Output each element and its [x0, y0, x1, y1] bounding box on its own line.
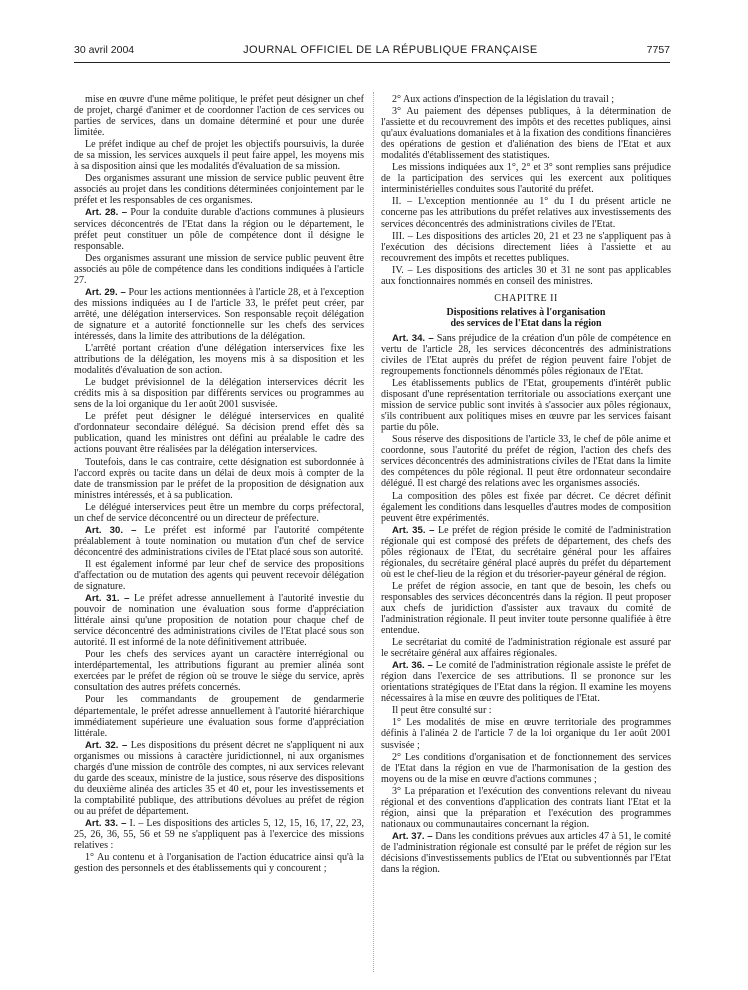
article-number: Art. 32. – [85, 739, 128, 751]
paragraph-text: 1° Les modalités de mise en œuvre territoriale des programmes définis à l'alinéa 2 de l'article 7 de la loi organique du 1er août 2001 susvisée ; [381, 717, 671, 751]
paragraph-text: L'arrêté portant création d'une délégation interservices fixe les attributions de la délégation, les moyens mis à sa disposition et les modalités d'évaluation de son action. [74, 343, 364, 377]
chapter-title-line1: Dispositions relatives à l'organisation [446, 306, 606, 318]
paragraph-text: Sous réserve des dispositions de l'article 33, le chef de pôle anime et coordonne, sous l'autorité du préfet de région, l'action des chefs des services déconcentrés des administrations civiles de l'Etat dans la limite des compétences du pôle régional. Il peut être ordonnateur secondaire délégué. Il est chargé des relations avec les organismes associés. [381, 434, 671, 490]
header-rule [74, 62, 670, 63]
right-column [381, 94, 671, 876]
paragraph [381, 265, 671, 287]
paragraph-text: 2° Les conditions d'organisation et de fonctionnement des services de l'Etat dans la région en vue de l'harmonisation de la gestion des moyens ou de la mise en œuvre d'actions communes ; [381, 751, 671, 785]
paragraph [74, 502, 364, 524]
article-paragraph [74, 818, 364, 851]
chapter-title-line2: des services de l'Etat dans la région [450, 318, 602, 330]
paragraph-text: Il peut être consulté sur : [392, 705, 492, 717]
paragraph [381, 637, 671, 659]
paragraph-text: Des organismes assurant une mission de service public peuvent être associés au projet dans les conditions déterminées conjointement par le préfet et les responsables de ces organismes. [74, 173, 364, 207]
article-number: Art. 29. – [85, 286, 126, 298]
right-column-top [381, 94, 671, 287]
header-date: 30 avril 2004 [74, 44, 135, 56]
paragraph-text: Pour les chefs des services ayant un caractère interrégional ou interdépartemental, les attributions figurant au premier alinéa sont exercées par le préfet de région où se trouve le siège du service, après consultation des autres préfets concernés. [74, 649, 364, 694]
paragraph-text: Le préfet de région associe, en tant que de besoin, les chefs ou responsables des services déconcentrés dans la région. Il peut proposer aux chefs de juridiction d'assister aux travaux du comité de l'administration régionale. Il peut inviter toute personne qualifiée à être entendue. [381, 580, 671, 637]
paragraph-text: IV. – Les dispositions des articles 30 et 31 ne sont pas applicables aux fonctionnaires nommés en conseil des ministres. [381, 264, 671, 287]
page-header [74, 44, 670, 60]
paragraph [381, 491, 671, 524]
journal-title: JOURNAL OFFICIEL DE LA RÉPUBLIQUE FRANÇAISE [243, 44, 538, 56]
paragraph [74, 559, 364, 592]
paragraph [381, 106, 671, 161]
paragraph-text: 2° Aux actions d'inspection de la législation du travail ; [392, 94, 615, 105]
paragraph-text: Pour les actions mentionnées à l'article 28, et à l'exception des missions indiquées au I de l'article 33, le préfet peut créer, par arrêté, une délégation interservices. Son responsable reçoit délégation de signature et a autorité fonctionnelle sur les chefs des services intéressés, dans la limite des attributions de la délégation. [74, 286, 364, 342]
paragraph-text: mise en œuvre d'une même politique, le préfet peut désigner un chef de projet, chargé d'animer et de coordonner l'action de ces services ou parties de services, dans un domaine déterminé et pour une durée limitée. [74, 94, 364, 139]
paragraph [74, 253, 364, 286]
paragraph [74, 457, 364, 501]
paragraph [74, 173, 364, 206]
paragraph [381, 717, 671, 750]
paragraph-text: Des organismes assurant une mission de service public peuvent être associés au pôle de compétence dans les conditions indiquées à l'article 27. [74, 252, 364, 286]
paragraph [74, 649, 364, 693]
paragraph [381, 378, 671, 433]
paragraph [381, 581, 671, 636]
article-number: Art. 33. – [85, 818, 127, 829]
paragraph [74, 343, 364, 376]
paragraph [74, 694, 364, 738]
paragraph [381, 94, 671, 105]
paragraph-text: Le préfet est informé par l'autorité compétente préalablement à toute nomination ou mutation d'un chef de service déconcentré des administrations civiles de l'Etat placé sous son autorité. [74, 524, 365, 558]
paragraph [381, 786, 671, 830]
paragraph [74, 411, 364, 455]
paragraph [74, 377, 364, 410]
paragraph-text: Le budget prévisionnel de la délégation interservices décrit les crédits mis à sa disposition par différents services ou programmes au sens de la loi organique du 1er août 2001 susvisée. [74, 377, 364, 411]
paragraph-text: Le préfet indique au chef de projet les objectifs poursuivis, la durée de sa mission, les services auxquels il peut faire appel, les moyens mis à sa disposition ainsi que les modalités d'évaluation de sa mission. [74, 139, 364, 173]
paragraph [74, 852, 364, 874]
article-paragraph [381, 660, 671, 704]
paragraph-text: Le préfet adresse annuellement à l'autorité investie du pouvoir de nomination une évaluation sous forme d'appréciation littérale ainsi qu'une proposition de notation pour chaque chef de service déconcentré des administrations civiles de l'Etat placé sous son autorité. Il est informé de la note définitivement attribuée. [74, 593, 364, 649]
paragraph-text: II. – L'exception mentionnée au 1° du I du présent article ne concerne pas les attributions du préfet relatives aux investissements des services déconcentrés des administrations civiles de l'Etat. [381, 196, 671, 230]
article-number: Art. 34. – [392, 332, 434, 344]
article-number: Art. 31. – [85, 593, 130, 605]
paragraph-text: La composition des pôles est fixée par décret. Ce décret définit également les conditions dans lesquelles d'autres modes de composition peuvent être expérimentés. [381, 490, 671, 524]
article-number: Art. 28. – [85, 207, 128, 219]
paragraph [381, 752, 671, 785]
paragraph-text: Les missions indiquées aux 1°, 2° et 3° sont remplies sans préjudice de la participation des services qui les exercent aux politiques interministérielles conduites sous l'autorité du préfet. [381, 162, 671, 196]
paragraph-text: Les établissements publics de l'Etat, groupements d'intérêt public disposant d'une représentation territoriale ou associations exerçant une mission de service public sont invités à s'associer aux pôles régionaux, s'ils contribuent aux politiques mises en œuvre par les services faisant partie du pôle. [381, 378, 671, 434]
article-paragraph [381, 525, 671, 580]
article-paragraph [381, 831, 671, 875]
article-paragraph [74, 525, 364, 558]
paragraph [381, 231, 671, 264]
paragraph-text: Les dispositions du présent décret ne s'appliquent ni aux organismes ou missions à caractère juridictionnel, ni aux organismes chargés d'une mission de contrôle des comptes, ni aux services relevant du garde des sceaux, ministre de la justice, sous réserve des dispositions du deuxième alinéa des articles 35 et 40 et, pour les investissements et la comptabilité publique, des attributions dévolues au préfet de région ou au préfet de département. [74, 739, 364, 817]
paragraph-text: 3° La préparation et l'exécution des conventions relevant du niveau régional et des conventions d'application des contrats liant l'Etat et la région, ainsi que la préparation et l'exécution des programmes nationaux ou communautaires concernant la région. [381, 785, 671, 830]
paragraph-text: Dans les conditions prévues aux articles 47 à 51, le comité de l'administration régionale est consulté par le préfet de région sur les décisions d'investissements publics de l'Etat ou subventionnés par l'Etat dans la région. [381, 830, 671, 876]
page-number: 7757 [646, 44, 670, 56]
paragraph-text: Sans préjudice de la création d'un pôle de compétence en vertu de l'article 28, les services déconcentrés des administrations civiles de l'Etat auprès du préfet de région peuvent faire l'objet de regroupements fonctionnels dénommés pôles régionaux de l'Etat. [381, 332, 671, 377]
column-separator [373, 92, 374, 972]
chapter-label: CHAPITRE II [494, 292, 558, 304]
paragraph [381, 162, 671, 195]
article-number: Art. 30. – [85, 524, 137, 536]
left-column [74, 94, 364, 875]
article-paragraph [381, 333, 671, 377]
paragraph-text: Il est également informé par leur chef de service des propositions d'affectation ou de mutation des agents qui peuvent recevoir délégation de signature. [74, 558, 364, 593]
paragraph [381, 705, 671, 716]
article-number: Art. 36. – [392, 660, 433, 672]
article-number: Art. 35. – [392, 524, 435, 536]
article-paragraph [74, 287, 364, 342]
paragraph [381, 196, 671, 229]
article-paragraph [74, 207, 364, 251]
paragraph-text: III. – Les dispositions des articles 20, 21 et 23 ne s'appliquent pas à l'exécution des décisions directement liées à l'assiette et au recouvrement des impôts et recettes publiques. [381, 230, 671, 264]
chapter-title [381, 307, 671, 330]
paragraph-text: 3° Au paiement des dépenses publiques, à la détermination de l'assiette et du recouvrement des impôts et des recettes publiques, ainsi qu'aux évaluations domaniales et à la fixation des conditions financières des opérations de gestion et d'aliénation des biens de l'Etat et aux modalités d'établissement des statistiques. [381, 106, 672, 162]
paragraph-text: Le préfet de région préside le comité de l'administration régionale qui est composé des préfets de département, des chefs des pôles régionaux de l'Etat, du secrétaire général pour les affaires régionales, du secrétaire général placé auprès du préfet du département où est le chef-lieu de la région et du trésorier-payeur général de région. [381, 524, 672, 580]
paragraph-text: Toutefois, dans le cas contraire, cette désignation est subordonnée à l'accord exprès ou tacite dans un délai de deux mois à compter de la date de transmission par le préfet de la proposition de désignation aux ministres intéressés, et à sa publication. [74, 456, 364, 501]
paragraph [381, 434, 671, 489]
paragraph [74, 139, 364, 172]
paragraph-text: Pour la conduite durable d'actions communes à plusieurs services déconcentrés de l'Etat dans la région ou le département, le préfet peut constituer un pôle de compétence dont il désigne le responsable. [74, 207, 365, 252]
paragraph-text: Le comité de l'administration régionale assiste le préfet de région dans l'exercice de ses attributions. Il se prononce sur les orientations stratégiques de l'Etat dans la région. Il examine les moyens nécessaires à la mise en œuvre des politiques de l'Etat. [381, 660, 672, 705]
right-column-bottom [381, 333, 671, 875]
paragraph-text: Le délégué interservices peut être un membre du corps préfectoral, un chef de service déconcentré ou un directeur de préfecture. [74, 501, 364, 524]
paragraph [74, 94, 364, 138]
paragraph-text: Le secrétariat du comité de l'administration régionale est assuré par le secrétaire général aux affaires régionales. [381, 637, 671, 660]
paragraph-text: I. – Les dispositions des articles 5, 12, 15, 16, 17, 22, 23, 25, 26, 36, 55, 56 et 59 ne s'appliquent pas à l'exercice des missions relatives : [74, 818, 365, 852]
paragraph-text: Le préfet peut désigner le délégué interservices en qualité d'ordonnateur secondaire délégué. Sa décision prend effet dès sa publication, quand les ministres ont défini au préalable le cadre des actions pouvant être réalisées par la délégation interservices. [74, 411, 364, 456]
article-number: Art. 37. – [392, 830, 433, 842]
paragraph-text: 1° Au contenu et à l'organisation de l'action éducatrice ainsi qu'à la gestion des personnels et des établissements qui y concourent ; [74, 852, 364, 875]
article-paragraph [74, 740, 364, 817]
paragraph-text: Pour les commandants de groupement de gendarmerie départementale, le préfet adresse annuellement à l'autorité hiérarchique immédiatement supérieure une évaluation sous forme d'appréciation littérale. [74, 694, 364, 739]
article-paragraph [74, 593, 364, 648]
